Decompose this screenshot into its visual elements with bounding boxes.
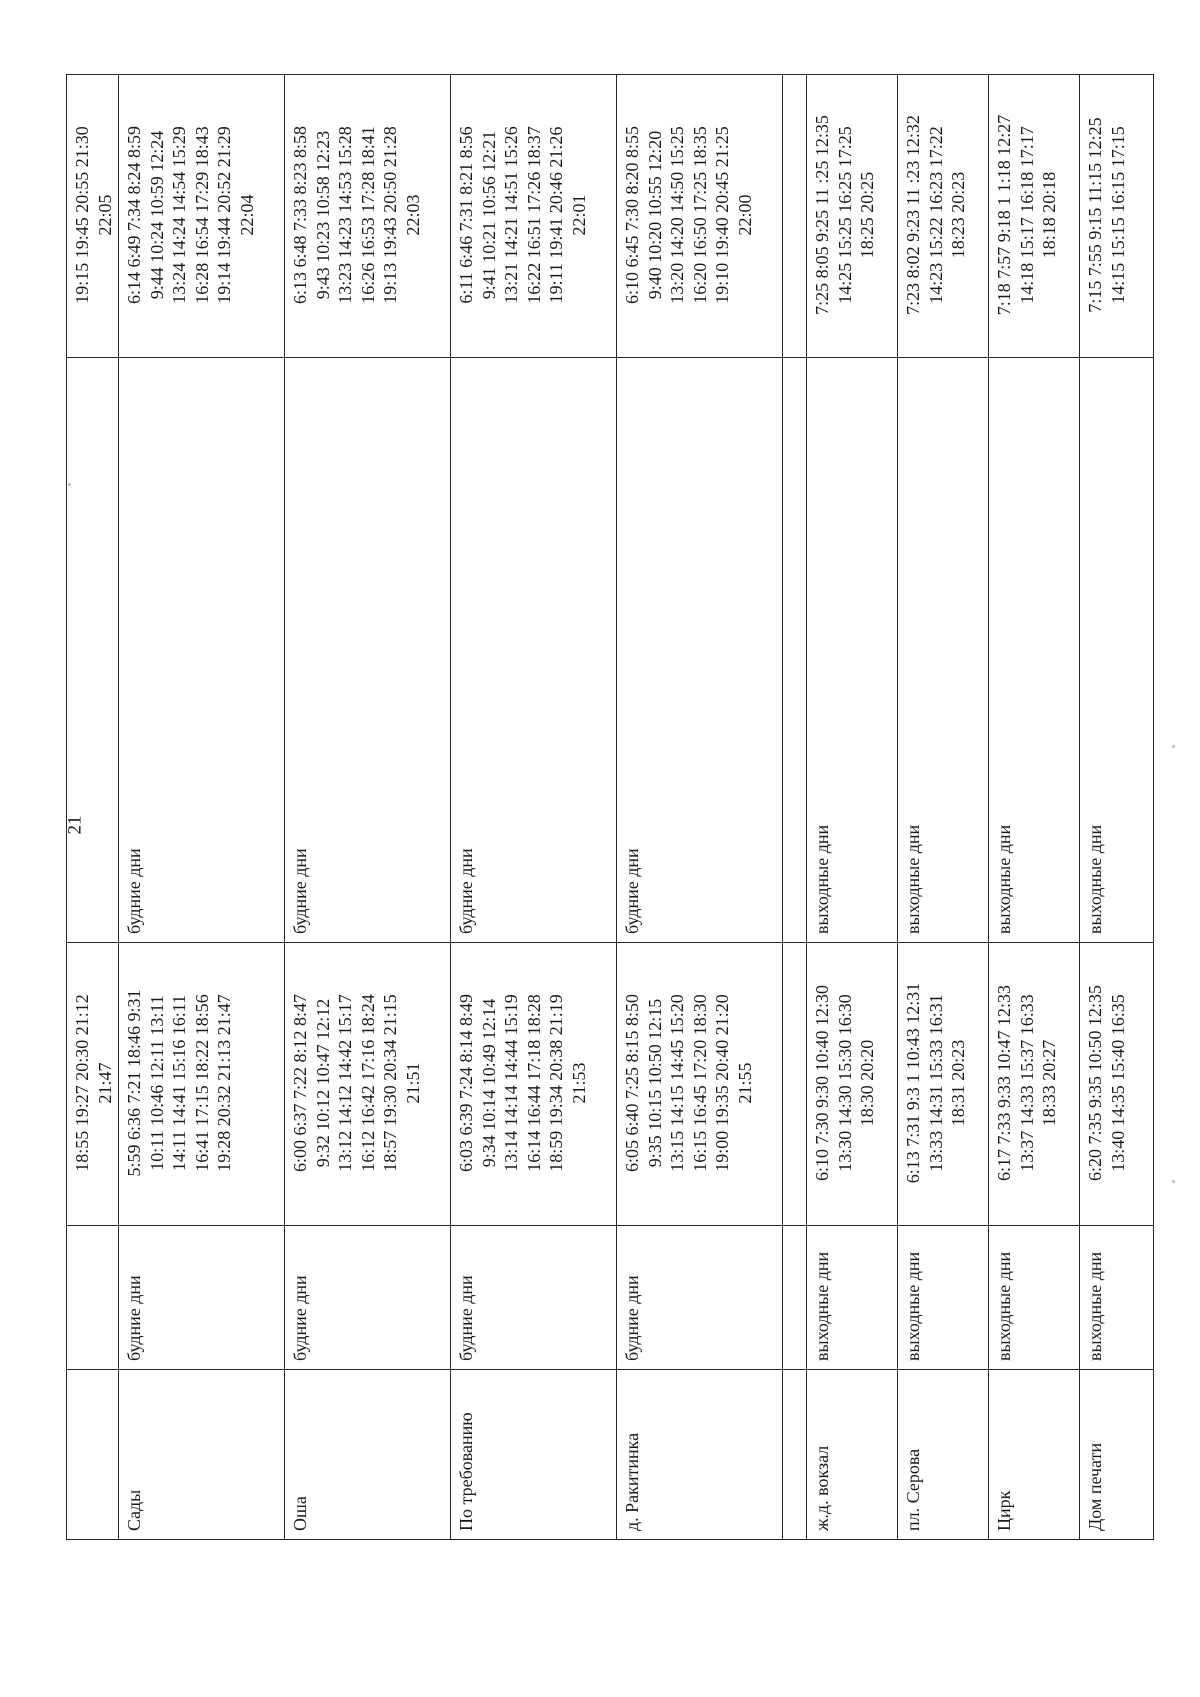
separator-cell <box>783 75 807 358</box>
separator-cell <box>783 358 807 943</box>
stop-name: Оша <box>290 1496 310 1531</box>
times-b: 7:18 7:57 9:18 1 1:18 12:27 14:18 15:17 16:18 17:17 18:18 20:18 <box>994 114 1059 316</box>
stop-cell <box>285 1370 451 1540</box>
days-a-label: выходные дни <box>903 1251 923 1361</box>
stop-cell <box>898 1370 989 1540</box>
table-row <box>898 75 989 1540</box>
table-row <box>989 75 1080 1540</box>
continuation-row <box>67 75 119 1540</box>
times-b: 7:15 7:55 9:15 11:15 12:25 14:15 15:15 16:15 17:15 <box>1085 117 1128 313</box>
days-a-label: выходные дни <box>812 1251 832 1361</box>
days-b-cell <box>119 358 285 943</box>
times-a: 6:05 6:40 7:25 8:15 8:50 9:35 10:15 10:50 12:15 13:15 14:15 14:45 15:20 16:15 16:45 17:20 18:30 19:00 19:35 20:40 21:20 21:55 <box>622 994 755 1173</box>
days-a-cell <box>285 1226 451 1370</box>
days-b-label: будние дни <box>622 848 642 934</box>
table-row <box>451 75 617 1540</box>
days-b-cell <box>807 358 898 943</box>
stop-cell <box>617 1370 783 1540</box>
separator-cell <box>783 943 807 1226</box>
stop-cell <box>989 1370 1080 1540</box>
times-a: 6:17 7:33 9:33 10:47 12:33 13:37 14:33 15:37 16:33 18:33 20:27 <box>994 985 1059 1182</box>
times-a-cell <box>1080 943 1154 1226</box>
times-b-cell <box>451 75 617 358</box>
table-row <box>807 75 898 1540</box>
separator-cell <box>783 1370 807 1540</box>
days-b-label: будние дни <box>290 848 310 934</box>
continuation-times-b-cell <box>67 75 119 358</box>
times-b-cell <box>807 75 898 358</box>
times-b: 6:14 6:49 7:34 8:24 8:59 9:44 10:24 10:59 12:24 13:24 14:24 14:54 15:29 16:28 16:54 17:29 18:43 19:14 19:44 20:52 21:29 22:04 <box>124 126 257 305</box>
days-a-cell <box>451 1226 617 1370</box>
times-b-cell <box>617 75 783 358</box>
continuation-days-b-cell <box>67 358 119 943</box>
times-b: 7:23 8:02 9:23 11 :23 12:32 14:23 15:22 16:23 17:22 18:23 20:23 <box>903 115 968 315</box>
days-b-cell <box>285 358 451 943</box>
times-b: 6:13 6:48 7:33 8:23 8:58 9:43 10:23 10:58 12:23 13:23 14:23 14:53 15:28 16:26 16:53 17:28 18:41 19:13 19:43 20:50 21:28 22:03 <box>290 126 423 305</box>
days-b-cell <box>989 358 1080 943</box>
times-a-cell <box>617 943 783 1226</box>
days-b-cell <box>617 358 783 943</box>
stop-cell <box>1080 1370 1154 1540</box>
scan-speck <box>1172 1180 1175 1183</box>
timetable <box>66 74 1154 1540</box>
days-a-cell <box>807 1226 898 1370</box>
page-number: 21 <box>64 815 85 835</box>
stop-cell <box>807 1370 898 1540</box>
days-a-label: выходные дни <box>1085 1251 1105 1361</box>
days-b-label: выходные дни <box>903 824 923 934</box>
times-b-cell <box>1080 75 1154 358</box>
continuation-stop-cell <box>67 1370 119 1540</box>
times-b-cell <box>989 75 1080 358</box>
continuation-days-a-cell <box>67 1226 119 1370</box>
timetable-frame <box>66 75 1163 1540</box>
stop-name: ж.д. вокзал <box>812 1445 832 1531</box>
separator-cell <box>783 1226 807 1370</box>
stop-name: пл. Серова <box>903 1448 923 1531</box>
days-b-label: выходные дни <box>1085 824 1105 934</box>
days-a-cell <box>1080 1226 1154 1370</box>
separator-row <box>783 75 807 1540</box>
table-row <box>285 75 451 1540</box>
days-a-label: будние дни <box>124 1275 144 1361</box>
times-a-cell <box>898 943 989 1226</box>
days-b-cell <box>451 358 617 943</box>
stop-name: д. Ракитинка <box>622 1432 642 1531</box>
times-b-cell <box>898 75 989 358</box>
times-a: 6:13 7:31 9:3 1 10:43 12:31 13:33 14:31 15:33 16:31 18:31 20:23 <box>903 982 968 1184</box>
days-a-label: будние дни <box>622 1275 642 1361</box>
times-a: 5:59 6:36 7:21 18:46 9:31 10:11 10:46 12:11 13:11 14:11 14:41 15:16 16:11 16:41 17:15 18:22 18:56 19:28 20:32 21:13 21:47 <box>124 989 234 1177</box>
days-a-label: выходные дни <box>994 1251 1014 1361</box>
days-b-label: выходные дни <box>994 824 1014 934</box>
times-a: 6:10 7:30 9:30 10:40 12:30 13:30 14:30 15:30 16:30 18:30 20:20 <box>812 985 877 1182</box>
stop-name: Дом печати <box>1085 1442 1105 1531</box>
times-a-cell <box>451 943 617 1226</box>
times-a-cell <box>285 943 451 1226</box>
days-b-label: будние дни <box>124 848 144 934</box>
continuation-times-a-cell <box>67 943 119 1226</box>
days-b-cell <box>1080 358 1154 943</box>
times-a-cell <box>807 943 898 1226</box>
times-a: 18:55 19:27 20:30 21:12 21:47 <box>72 994 115 1172</box>
table-row <box>1080 75 1154 1540</box>
stop-name: По требованию <box>456 1412 476 1531</box>
stop-name: Цирк <box>994 1490 1014 1531</box>
days-b-label: будние дни <box>456 848 476 934</box>
times-b: 19:15 19:45 20:55 21:30 22:05 <box>72 126 115 304</box>
days-a-cell <box>898 1226 989 1370</box>
table-row <box>617 75 783 1540</box>
stop-name: Сады <box>124 1489 144 1531</box>
times-a: 6:20 7:35 9:35 10:50 12:35 13:40 14:35 15:40 16:35 <box>1085 985 1128 1182</box>
times-a-cell <box>119 943 285 1226</box>
times-a: 6:00 6:37 7:22 8:12 8:47 9:32 10:12 10:47 12:12 13:12 14:12 14:42 15:17 16:12 16:42 17:16 18:24 18:57 19:30 20:34 21:15 21:51 <box>290 994 423 1173</box>
days-a-label: будние дни <box>456 1275 476 1361</box>
timetable-sheet <box>66 75 1163 1540</box>
times-a: 6:03 6:39 7:24 8:14 8:49 9:34 10:14 10:49 12:14 13:14 14:14 14:44 15:19 16:14 16:44 17:18 18:28 18:59 19:34 20:38 21:19 21:53 <box>456 994 589 1173</box>
days-b-label: выходные дни <box>812 824 832 934</box>
times-b-cell <box>119 75 285 358</box>
days-a-label: будние дни <box>290 1275 310 1361</box>
scan-speck <box>1172 745 1175 748</box>
times-a-cell <box>989 943 1080 1226</box>
table-row <box>119 75 285 1540</box>
days-a-cell <box>617 1226 783 1370</box>
days-a-cell <box>119 1226 285 1370</box>
times-b: 7:25 8:05 9:25 11 :25 12:35 14:25 15:25 16:25 17:25 18:25 20:25 <box>812 115 877 315</box>
times-b: 6:11 6:46 7:31 8:21 8:56 9:41 10:21 10:56 12:21 13:21 14:21 14:51 15:26 16:22 16:51 17:26 18:37 19:11 19:41 20:46 21:26 22:01 <box>456 126 589 304</box>
stop-cell <box>451 1370 617 1540</box>
times-b-cell <box>285 75 451 358</box>
times-b: 6:10 6:45 7:30 8:20 8:55 9:40 10:20 10:55 12:20 13:20 14:20 14:50 15:25 16:20 16:50 17:25 18:35 19:10 19:40 20:45 21:25 22:00 <box>622 126 755 305</box>
days-a-cell <box>989 1226 1080 1370</box>
stop-cell <box>119 1370 285 1540</box>
days-b-cell <box>898 358 989 943</box>
